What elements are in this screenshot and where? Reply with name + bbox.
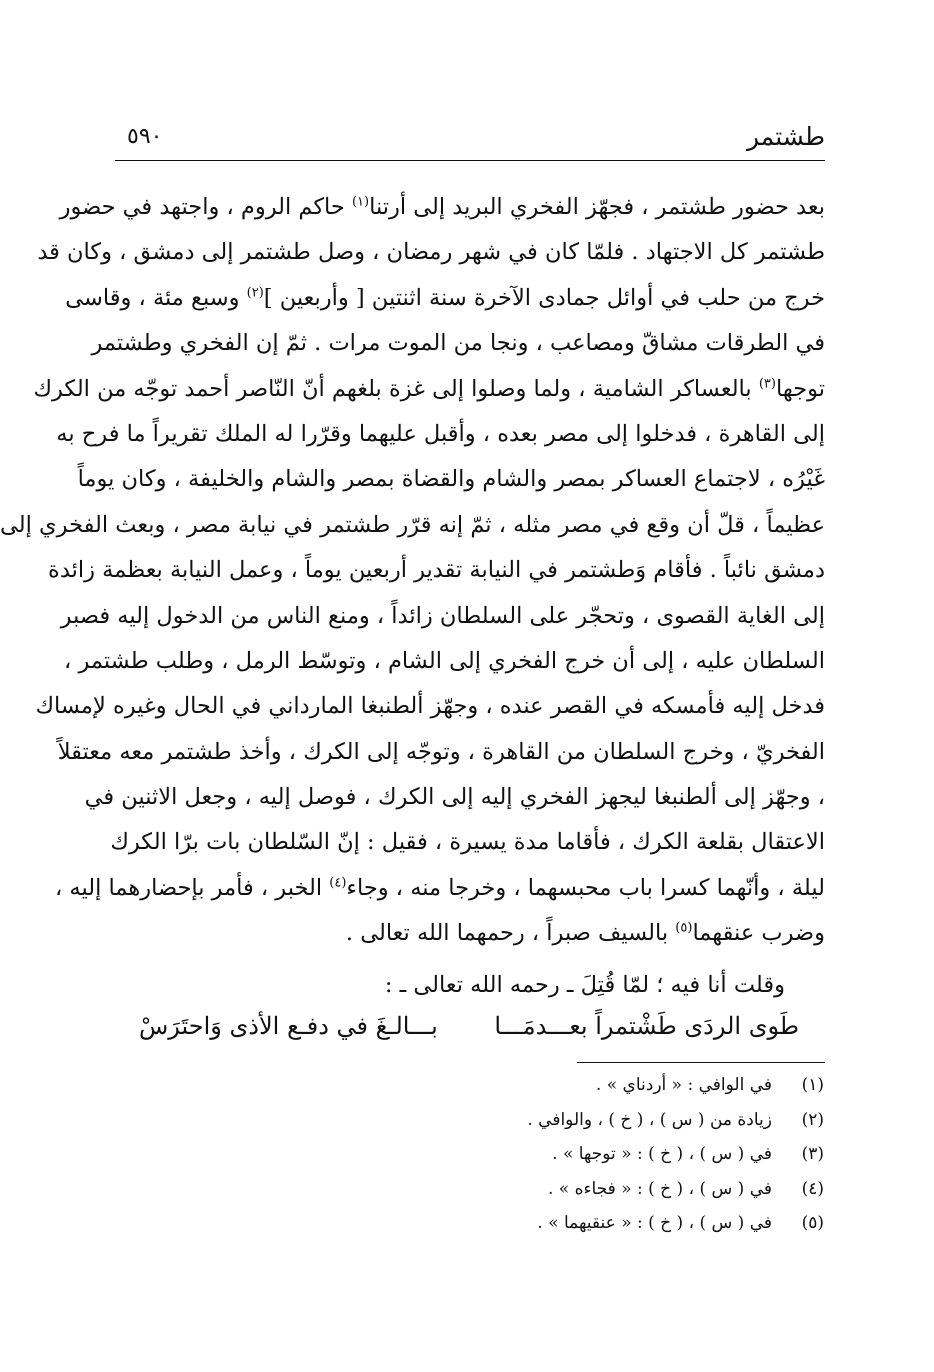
text-line: ، وجهّز إلى ألطنبغا ليجهز الفخري إليه إلى الكرك ، فوصل إليه ، وجعل الاثنين في xyxy=(84,784,825,811)
text-line: ليلة ، وأنّهما كسرا باب محبسهما ، وخرجا منه ، وجاء$^{(٤)}$ الخبر ، فأمر بإحضارهما إليه ، xyxy=(54,874,825,901)
footnote-text: في ( س ) ، ( خ ) : « توجها » . xyxy=(552,1144,772,1164)
verse-intro: وقلت أنا فيه ؛ لمّا قُتِلَ ـ رحمه الله تعالى ـ : xyxy=(384,971,785,998)
text-line: دمشق نائباً . فأقام وَطشتمر في النيابة تقدير أربعين يوماً ، وعمل النيابة بعظمة زائدة xyxy=(48,557,825,584)
verse-right-hemistich: طَوى الردَى طَشْتمراً بعـــدمَـــا xyxy=(494,1012,799,1040)
footnote-number: (١) xyxy=(801,1075,824,1095)
text-line: طشتمر كل الاجتهاد . فلمّا كان في شهر رمضان ، وصل طشتمر إلى دمشق ، وكان قد xyxy=(37,239,825,266)
footnote xyxy=(184,1068,824,1103)
footnote-ref: (٣) xyxy=(758,376,776,392)
text-line: الاعتقال بقلعة الكرك ، فأقاما مدة يسيرة ، فقيل : إنّ السّلطان بات برّا الكرك xyxy=(110,829,825,856)
footnote xyxy=(184,1137,824,1172)
footnote-text: في ( س ) ، ( خ ) : « عنقيهما » . xyxy=(537,1213,772,1233)
footnote-number: (٥) xyxy=(801,1213,824,1233)
text-line: فدخل إليه فأمسكه في القصر عنده ، وجهّز ألطنبغا المارداني في الحال وغيره لإمساك xyxy=(35,693,825,720)
footnote-ref: (٥) xyxy=(675,920,693,936)
text-line: الفخريّ ، وخرج السلطان من القاهرة ، وتوجّه إلى الكرك ، وأخذ طشتمر معه معتقلاً xyxy=(57,738,825,765)
footnote-text: زيادة من ( س ) ، ( خ ) ، والوافي . xyxy=(527,1109,772,1130)
running-header xyxy=(115,118,825,161)
footnote xyxy=(184,1206,824,1241)
footnote xyxy=(184,1172,824,1207)
text-line: وضرب عنقهما$^{(٥)}$ بالسيف صبراً ، رحمهما الله تعالى . xyxy=(345,920,825,947)
footnote-number: (٤) xyxy=(801,1178,824,1199)
text-line: إلى الغاية القصوى ، وتحجّر على السلطان زائداً ، ومنع الناس من الدخول إليه فصبر xyxy=(60,602,825,629)
text-line: السلطان عليه ، إلى أن خرج الفخري إلى الشام ، وتوسّط الرمل ، وطلب طشتمر ، xyxy=(64,647,825,674)
footnote-ref: (٢) xyxy=(246,285,264,301)
running-title: طشتمر xyxy=(747,122,825,151)
main-text xyxy=(0,185,825,1008)
footnote-number: (٢) xyxy=(801,1109,824,1130)
footnote-number: (٣) xyxy=(801,1144,824,1164)
footnote-text: في الوافي : « أردناي » . xyxy=(595,1075,772,1095)
text-line: توجها$^{(٣)}$ بالعساكر الشامية ، ولما وصلوا إلى غزة بلغهم أنّ النّاصر أحمد توجّه من الكرك xyxy=(33,375,825,402)
footnote-divider xyxy=(577,1062,825,1063)
footnotes xyxy=(184,1068,824,1241)
text-line: خرج من حلب في أوائل جمادى الآخرة سنة اثنتين [ وأربعين ]$^{(٢)}$ وسبع مئة ، وقاسى xyxy=(65,284,825,311)
footnote-ref: (١) xyxy=(351,194,370,210)
page-number: ٥٩٠ xyxy=(127,124,163,149)
verse-left-hemistich: بـــالـغَ في دفـع الأذى وَاحتَرَسْ xyxy=(139,1012,438,1040)
text-line: غَيْرُه ، لاجتماع العساكر بمصر والشام والقضاة بمصر والشام والخليفة ، وكان يوماً xyxy=(77,466,825,493)
poetry-verse xyxy=(139,1003,799,1049)
text-line: إلى القاهرة ، فدخلوا إلى مصر بعده ، وأقبل عليهما وقرّرا له الملك تقريراً ما فرح به xyxy=(56,420,825,447)
text-line: بعد حضور طشتمر ، فجهّز الفخري البريد إلى أرتنا$^{(١)}$ حاكم الروم ، واجتهد في حضور xyxy=(59,194,825,220)
text-line: عظيماً ، قلّ أن وقع في مصر مثله ، ثمّ إنه قرّر طشتمر في نيابة مصر ، وبعث الفخري إلى xyxy=(0,511,825,538)
text-line: في الطرقات مشاقّ ومصاعب ، ونجا من الموت مرات . ثمّ إن الفخري وطشتمر xyxy=(91,330,825,357)
footnote xyxy=(184,1103,824,1138)
footnote-text: في ( س ) ، ( خ ) : « فجاءه » . xyxy=(548,1178,772,1199)
footnote-ref: (٤) xyxy=(329,875,347,891)
